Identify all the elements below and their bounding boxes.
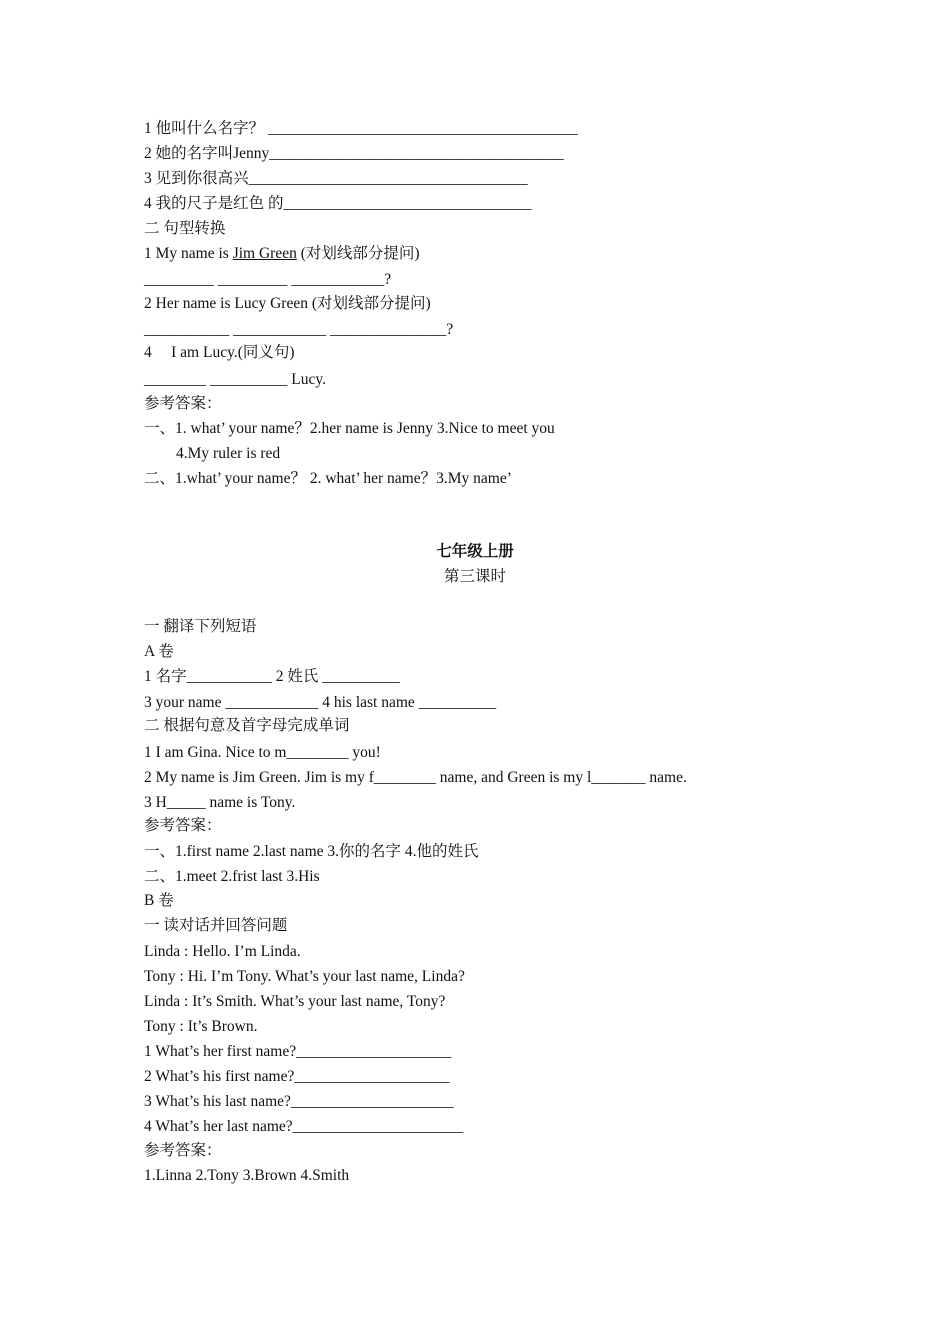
section-heading: 二 根据句意及首字母完成单词 [144,717,350,734]
volume-label: A 卷 [144,643,174,660]
underlined-phrase: Jim Green [232,245,297,262]
sentence-transform-4: 4 I am Lucy.(同义句) [144,344,295,361]
completion-question-3: 3 H_____ name is Tony. [144,794,296,811]
answer-blanks: ________ __________ Lucy. [144,371,326,388]
translate-question-2: 2 她的名字叫Jenny______________________________________ [144,145,564,162]
answer-line: 一、1. what’ your name？2.her name is Jenny 3.Nice to meet you [144,420,555,437]
sentence-instruction: (对划线部分提问) [296,245,420,262]
answer-blanks: ___________ ____________ _______________? [144,321,454,338]
translate-phrase-line: 1 名字___________ 2 姓氏 __________ [144,668,400,685]
volume-label: B 卷 [144,892,174,909]
translate-question-3: 3 见到你很高兴____________________________________ [144,170,528,187]
translate-question-1: 1 他叫什么名字？ ________________________________________ [144,120,579,137]
answers-title: 参考答案： [144,1142,222,1159]
answer-line: 1.Linna 2.Tony 3.Brown 4.Smith [144,1167,350,1184]
dialogue-line: Tony : It’s Brown. [144,1018,258,1035]
sentence-transform-2: 2 Her name is Lucy Green (对划线部分提问) [144,295,431,312]
comprehension-question-3: 3 What’s his last name?_____________________ [144,1093,454,1110]
dialogue-line: Linda : It’s Smith. What’s your last name, Tony? [144,993,446,1010]
section-heading: 二 句型转换 [144,220,226,237]
answer-blanks: _________ _________ ____________? [144,271,392,288]
page-title: 七年级上册 [436,543,514,560]
answer-line: 一、1.first name 2.last name 3.你的名字 4.他的姓氏 [144,843,479,860]
answer-line: 二、1.meet 2.frist last 3.His [144,868,320,885]
completion-question-2: 2 My name is Jim Green. Jim is my f________ name, and Green is my l_______ name. [144,769,687,786]
answer-line: 4.My ruler is red [176,445,281,462]
sentence-transform-1 [144,244,420,264]
sentence-text: 1 My name is [144,245,233,262]
translate-phrase-line: 3 your name ____________ 4 his last name __________ [144,694,497,711]
section-heading: 一 翻译下列短语 [144,618,257,635]
comprehension-question-2: 2 What’s his first name?____________________ [144,1068,450,1085]
comprehension-question-4: 4 What’s her last name?______________________ [144,1118,464,1135]
answer-line: 二、1.what’ your name？ 2. what’ her name？3.My name’ [144,470,512,487]
answers-title: 参考答案： [144,395,222,412]
comprehension-question-1: 1 What’s her first name?____________________ [144,1043,452,1060]
page-subtitle: 第三课时 [443,568,506,585]
dialogue-line: Linda : Hello. I’m Linda. [144,943,301,960]
answers-title: 参考答案： [144,817,222,834]
dialogue-line: Tony : Hi. I’m Tony. What’s your last name, Linda? [144,968,465,985]
completion-question-1: 1 I am Gina. Nice to m________ you! [144,744,381,761]
section-heading: 一 读对话并回答问题 [144,917,288,934]
translate-question-4: 4 我的尺子是红色 的________________________________ [144,195,532,212]
